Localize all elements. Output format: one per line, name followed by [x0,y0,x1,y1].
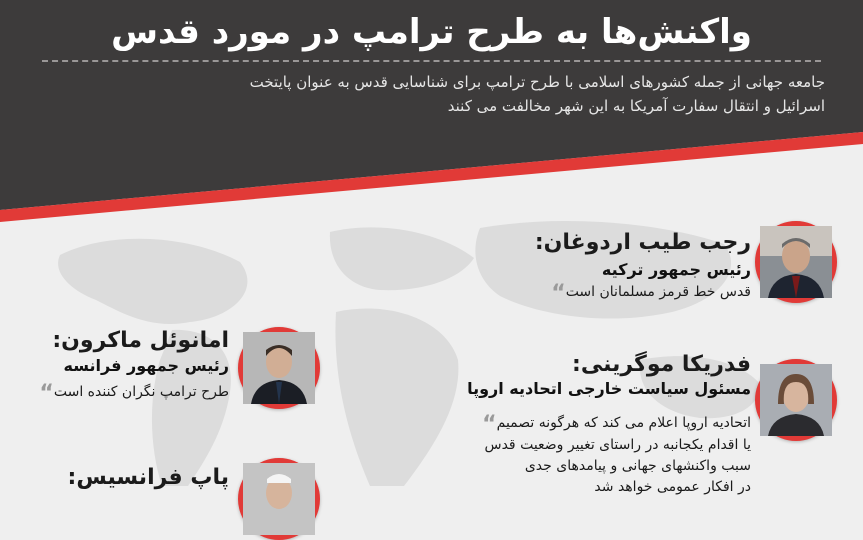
intro-line-1: جامعه جهانی از جمله کشورهای اسلامی با طرح ترامپ برای شناسایی قدس به عنوان پایتخت [249,73,825,91]
quote-text: قدس خط قرمز مسلمانان است [565,284,751,300]
person-quote-erdogan [547,282,751,304]
quote-text: اتحادیه اروپا اعلام می کند که هرگونه تصمیم [496,415,751,431]
portrait-pope [238,458,320,540]
person-role-mogherini: مسئول سیاست خارجی اتحادیه اروپا [467,379,751,398]
quote-line: سبب واکنشهای جهانی و پیامدهای جدی [524,458,751,474]
quote-mark-icon: “ [551,281,566,306]
quote-line [478,413,751,435]
person-name-macron: امانوئل ماکرون: [52,328,229,353]
quote-line: یا اقدام یکجانبه در راستای تغییر وضعیت قدس [484,437,751,453]
person-quote-macron [35,382,229,404]
person-name-erdogan: رجب طیب اردوغان: [534,230,751,255]
quote-line: در افکار عمومی خواهد شد [594,479,751,495]
person-name-mogherini: فدریکا موگرینی: [572,352,751,377]
portrait-mogherini [755,359,837,441]
macron-photo-icon [243,332,315,404]
intro-text [40,70,825,118]
person-name-pope: پاپ فرانسیس: [67,465,229,490]
person-role-erdogan: رئیس جمهور ترکیه [601,260,751,279]
person-quote-mogherini [478,413,751,498]
pope-photo-icon [243,463,315,535]
quote-mark-icon: “ [482,412,497,437]
erdogan-photo-icon [760,226,832,298]
portrait-macron [238,327,320,409]
page-title: واکنش‌ها به طرح ترامپ در مورد قدس [111,12,752,52]
title-divider [42,60,821,62]
portrait-erdogan [755,221,837,303]
quote-text: طرح ترامپ نگران کننده است [53,384,229,400]
mogherini-photo-icon [760,364,832,436]
intro-line-2: اسرائیل و انتقال سفارت آمریکا به این شهر مخالفت می کنند [447,97,825,115]
quote-mark-icon: “ [39,381,54,406]
person-role-macron: رئیس جمهور فرانسه [63,356,229,375]
